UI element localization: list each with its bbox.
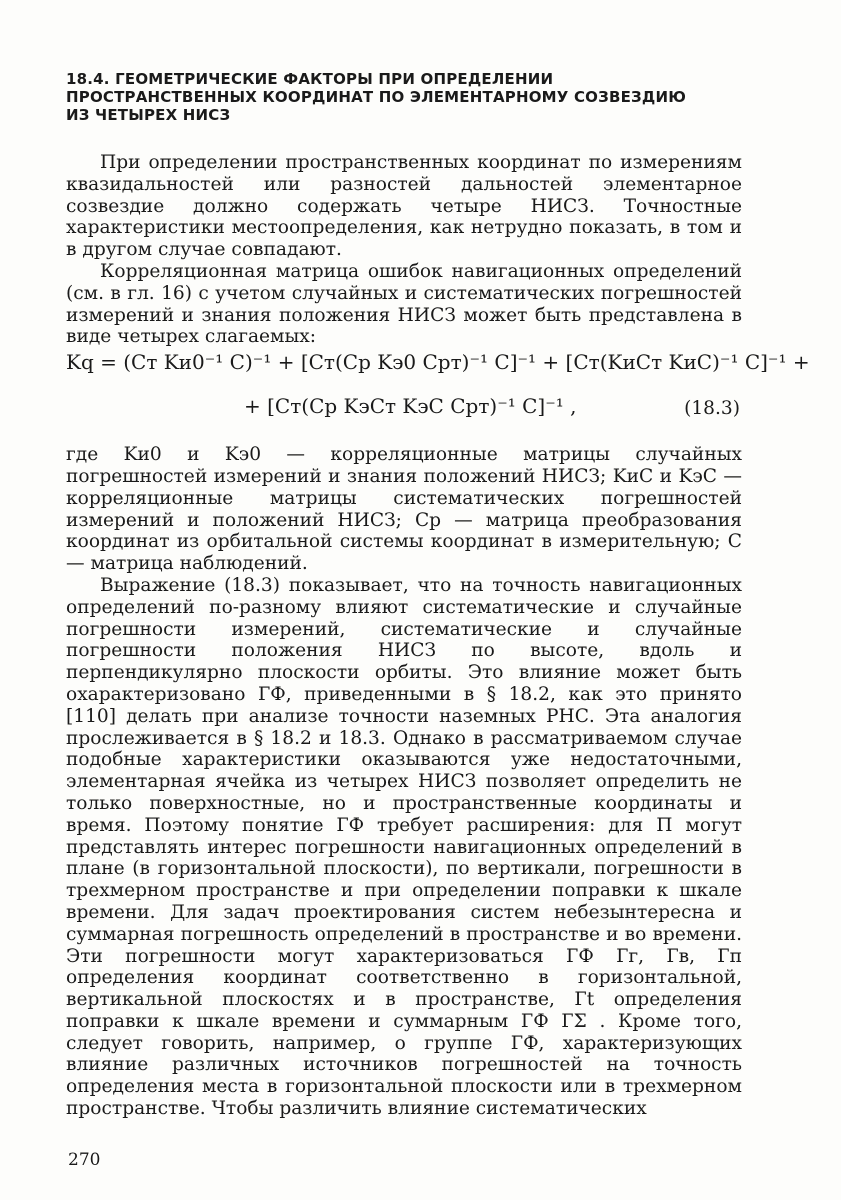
equation-line-1 <box>66 352 810 374</box>
equation-number: (18.3) <box>684 398 740 420</box>
paragraph-2: Корреляционная матрица ошибок навигационных определений (см. в гл. 16) с учетом случайных и систематических погрешностей измерений и знания положения НИСЗ может быть представлена в виде четырех слагаемых: <box>66 260 742 348</box>
equation-line-2-text: + [Cт(Cр KэСт KэС Cрт)⁻¹ C]⁻¹ , <box>244 394 577 419</box>
equation-line-2 <box>244 396 577 418</box>
heading-line-3: ИЗ ЧЕТЫРЕХ НИСЗ <box>66 106 231 124</box>
equation-line-1-text: Kq = (Cт Kи0⁻¹ C)⁻¹ + [Cт(Cр Kэ0 Cрт)⁻¹ C]⁻¹ + [Cт(KиСт KиС)⁻¹ C]⁻¹ + <box>66 350 810 375</box>
page-number: 270 <box>68 1150 101 1170</box>
heading-line-2: ПРОСТРАНСТВЕННЫХ КООРДИНАТ ПО ЭЛЕМЕНТАРНОМУ СОЗВЕЗДИЮ <box>66 88 687 106</box>
section-heading <box>66 70 746 124</box>
heading-line-1: 18.4. ГЕОМЕТРИЧЕСКИЕ ФАКТОРЫ ПРИ ОПРЕДЕЛЕНИИ <box>66 70 554 88</box>
paragraph-3: где Kи0 и Kэ0 — корреляционные матрицы случайных погрешностей измерений и знания положений НИСЗ; KиС и KэС — корреляционные матрицы систематических погрешностей измерений и положений НИСЗ; Cр — матрица преобразования координат из орбитальной системы координат в измерительную; C — матрица наблюдений. <box>66 444 742 575</box>
body-text <box>66 152 810 1120</box>
paragraph-1: При определении пространственных координат по измерениям квазидальностей или разностей дальностей элементарное созвездие должно содержать четыре НИСЗ. Точностные характеристики местоопределения, как нетрудно показать, в том и в другом случае совпадают. <box>66 152 742 261</box>
equation-18-3 <box>66 348 810 444</box>
paragraph-4: Выражение (18.3) показывает, что на точность навигационных определений по-разному влияют систематические и случайные погрешности измерений, систематические и случайные погрешности положения НИСЗ по высоте, вдоль и перпендикулярно плоскости орбиты. Это влияние может быть охарактеризовано ГФ, приведенными в § 18.2, как это принято [110] делать при анализе точности наземных РНС. Эта аналогия прослеживается в § 18.2 и 18.3. Однако в рассматриваемом случае подобные характеристики оказываются уже недостаточными, элементарная ячейка из четырех НИСЗ позволяет определить не только поверхностные, но и пространственные координаты и время. Поэтому понятие ГФ требует расширения: для П могут представлять интерес погрешности навигационных определений в плане (в горизонтальной плоскости), по вертикали, погрешности в трехмерном пространстве и при определении поправки к шкале времени. Для задач проектирования систем небезынтересна и суммарная погрешность определений в пространстве и во времени. Эти погрешности могут характеризоваться ГФ Гг, Гв, Гп определения координат соответственно в горизонтальной, вертикальной плоскостях и в пространстве, Гt определения поправки к шкале времени и суммарным ГФ ГΣ . Кроме того, следует говорить, например, о группе ГФ, характеризующих влияние различных источников погрешностей на точность определения места в горизонтальной плоскости или в трехмерном пространстве. Чтобы различить влияние систематических <box>66 574 742 1120</box>
